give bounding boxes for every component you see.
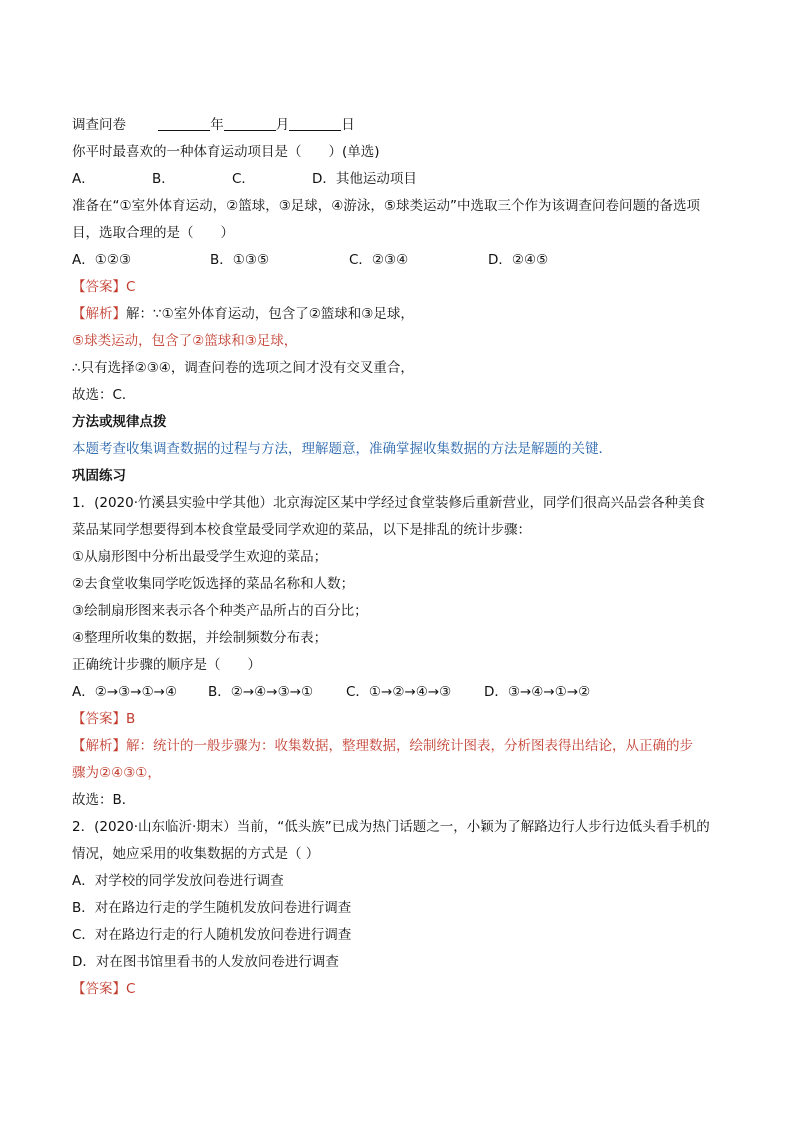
analysis-tag: 【解析】 — [72, 306, 126, 322]
q1-step-4: ④整理所收集的数据，并绘制频数分布表； — [72, 630, 328, 646]
q1-line1: 1．(2020·竹溪县实验中学其他）北京海淀区某中学经过食堂装修后重新营业，同学们很高兴品尝各种美食 — [72, 495, 706, 511]
q1-step-2: ②去食堂收集同学吃饭选择的菜品名称和人数； — [72, 576, 355, 592]
q2-option-d: D．对在图书馆里看书的人发放问卷进行调查 — [72, 954, 339, 970]
q1-prompt: 正确统计步骤的顺序是（ ） — [72, 657, 261, 673]
q0-analysis-line2: ⑤球类运动，包含了②篮球和③足球， — [72, 333, 298, 349]
month-label: 月 — [275, 117, 290, 133]
analysis-tag: 【解析】 — [72, 738, 126, 754]
q0-option-d: D．②④⑤ — [488, 252, 549, 268]
q0-options — [72, 247, 732, 274]
q0-analysis-line1 — [72, 301, 732, 328]
q2-answer — [72, 976, 732, 1003]
document-page — [72, 112, 732, 1003]
answer-tag: 【答案】 — [72, 279, 126, 295]
q1-option-b: B．②→④→③→① — [208, 684, 314, 700]
survey-option-c: C． — [232, 171, 255, 187]
q1-option-c: C．①→②→④→③ — [346, 684, 452, 700]
q1-line2: 菜品某同学想要得到本校食堂最受同学欢迎的菜品，以下是排乱的统计步骤： — [72, 522, 531, 538]
q2-line2: 情况，她应采用的收集数据的方式是（ ） — [72, 846, 320, 862]
q0-option-a: A．①②③ — [72, 252, 132, 268]
q2-option-b: B．对在路边行走的学生随机发放问卷进行调查 — [72, 900, 352, 916]
answer-value: C — [126, 279, 136, 295]
q1-analysis-line1 — [72, 733, 732, 760]
q1-option-a: A．②→③→①→④ — [72, 684, 178, 700]
q0-option-b: B．①③⑤ — [210, 252, 270, 268]
q2-option-a: A．对学校的同学发放问卷进行调查 — [72, 873, 284, 889]
survey-option-a: A． — [72, 171, 95, 187]
answer-value: C — [126, 981, 136, 997]
q0-option-c: C．②③④ — [349, 252, 409, 268]
method-heading: 方法或规律点拨 — [72, 414, 167, 430]
q0-analysis-line3: ∴只有选择②③④，调查问卷的选项之间才没有交叉重合， — [72, 360, 414, 376]
method-text: 本题考查收集调查数据的过程与方法，理解题意，准确掌握收集数据的方法是解题的关键． — [72, 441, 612, 457]
q1-analysis-line2: 骤为②④③①， — [72, 765, 161, 781]
answer-value: B — [126, 711, 136, 727]
survey-options — [72, 166, 732, 193]
q2-option-c: C．对在路边行走的行人随机发放问卷进行调查 — [72, 927, 352, 943]
analysis-text: 解：统计的一般步骤为：收集数据，整理数据，绘制统计图表，分析图表得出结论，从正确的步 — [126, 738, 693, 754]
q0-conclusion: 故选：C． — [72, 387, 136, 403]
q0-answer — [72, 274, 732, 301]
survey-option-b: B． — [152, 171, 175, 187]
month-blank — [224, 114, 276, 131]
answer-tag: 【答案】 — [72, 711, 126, 727]
q1-option-d: D．③→④→①→② — [484, 684, 591, 700]
q1-step-1: ①从扇形图中分析出最受学生欢迎的菜品； — [72, 549, 328, 565]
q1-options — [72, 679, 732, 706]
q0-stem-line2: 目，选取合理的是（ ） — [72, 225, 234, 241]
survey-title: 调查问卷 — [72, 117, 126, 133]
day-blank — [289, 114, 341, 131]
survey-option-d: D．其他运动项目 — [312, 171, 417, 187]
q0-stem-line1: 准备在“①室外体育运动，②篮球，③足球，④游泳，⑤球类运动”中选取三个作为该调查问卷问题的备选项 — [72, 198, 700, 214]
q2-line1: 2．(2020·山东临沂·期末）当前，“低头族”已成为热门话题之一，小颖为了解路边行人步行边低头看手机的 — [72, 819, 710, 835]
year-label: 年 — [210, 117, 224, 133]
analysis-text: 解：∵①室外体育运动，包含了②篮球和③足球， — [126, 306, 414, 322]
survey-question: 你平时最喜欢的一种体育运动项目是（ ）(单选) — [72, 144, 380, 160]
practice-heading: 巩固练习 — [72, 468, 126, 484]
q1-step-3: ③绘制扇形图来表示各个种类产品所占的百分比； — [72, 603, 368, 619]
q1-conclusion: 故选：B． — [72, 792, 136, 808]
year-blank — [158, 114, 210, 131]
day-label: 日 — [341, 117, 355, 133]
answer-tag: 【答案】 — [72, 981, 126, 997]
q1-answer — [72, 706, 732, 733]
survey-header-line — [72, 112, 732, 139]
